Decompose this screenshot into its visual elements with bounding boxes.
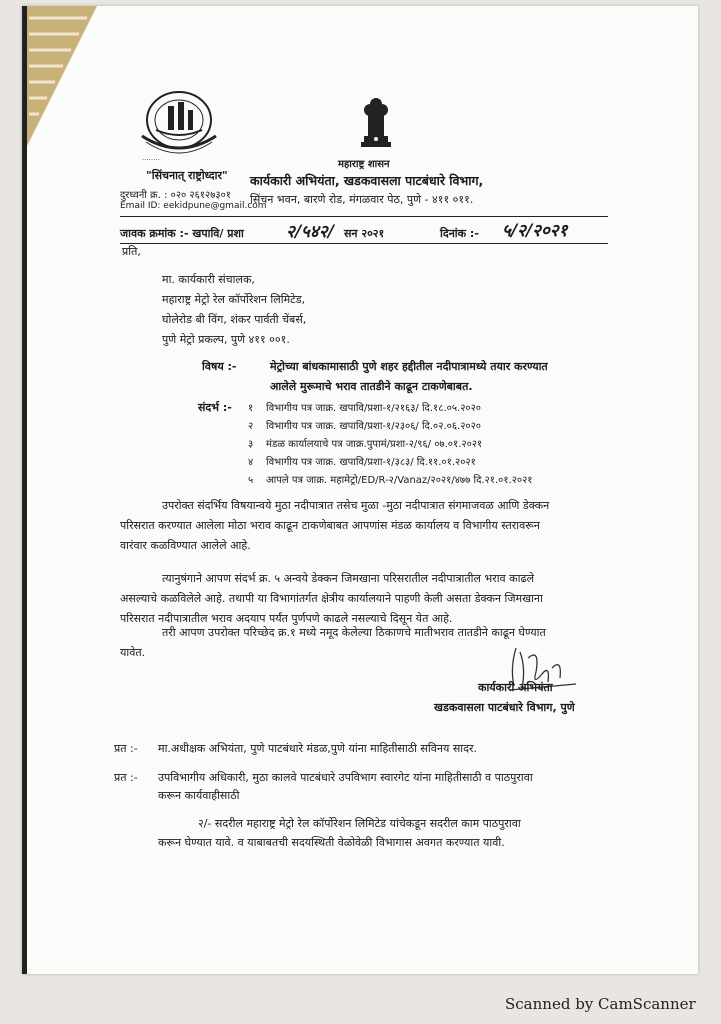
- signatory-office: खडकवासला पाटबंधारे विभाग, पुणे: [434, 701, 575, 714]
- paragraph-1: उपरोक्त संदर्भिय विषयान्वये मुठा नदीपात्रात तसेच मुळा -मुठा नदीपात्रात संगमाजवळ आणि डेक्कन परिसरात करण्यात आलेला मोठा भराव काढून टाकणेबाबत आपणांस मंडळ कार्यालय व विभागीय स्तरावरून वारंवार कळविण्यात आलेले आहे.: [120, 499, 550, 552]
- outward-number-handwritten: २/५४२/: [286, 222, 334, 242]
- copy-label: प्रत :-: [114, 742, 138, 755]
- ashoka-emblem-icon: [356, 94, 396, 154]
- closing-line: २/- सदरील महाराष्ट्र मेट्रो रेल कॉर्पोरेशन लिमिटेड यांचेकडून सदरील काम पाठपुरावा: [198, 817, 521, 830]
- phone-number: दुरध्वनी क्र. : ०२० २६१२७३०१: [120, 190, 232, 201]
- ref-underline: [120, 243, 608, 244]
- copy-item-2: उपविभागीय अधिकारी, मुठा कालवे पाटबंधारे उपविभाग स्वारगेट यांना माहितीसाठी व पाठपुरावा: [158, 771, 533, 784]
- recipient-line: पुणे मेट्रो प्रकल्प, पुणे ४११ ००१.: [162, 333, 290, 346]
- folded-corner: [27, 6, 97, 146]
- paragraph-3: तरी आपण उपरोक्त परिच्छेद क्र.१ मध्ये नमूद केलेल्या ठिकाणचे मातीभराव तातडीने काढून घेण्यात यावेत.: [120, 626, 546, 659]
- copy-item-1: मा.अधीक्षक अभियंता, पुणे पाटबंधारे मंडळ,पुणे यांना माहितीसाठी सविनय सादर.: [158, 742, 477, 755]
- recipient-line: महाराष्ट्र मेट्रो रेल कॉर्पोरेशन लिमिटेड,: [162, 293, 306, 306]
- subject-line: आलेले मुरूमाचे भराव तातडीने काढून टाकणेबाबत.: [270, 380, 473, 393]
- office-address: सिंचन भवन, बारणे रोड, मंगळवार पेठ, पुणे - ४११ ०११.: [250, 193, 474, 206]
- irrigation-department-seal-icon: [134, 86, 224, 158]
- department-motto: "सिंचनात् राष्ट्रोध्दार": [146, 169, 228, 182]
- prati-label: प्रति,: [122, 245, 141, 258]
- copy-label: प्रत :-: [114, 771, 138, 784]
- scanner-watermark: Scanned by CamScanner: [505, 995, 696, 1013]
- government-title: महाराष्ट्र शासन: [338, 159, 390, 170]
- closing-line: करून घेण्यात यावे. व याबाबतची सदयस्थिती वेळोवेळी विभागास अवगत करण्यात यावी.: [158, 836, 505, 849]
- paragraph-2: त्यानुषंगाने आपण संदर्भ क्र. ५ अन्वये डेक्कन जिमखाना परिसरातील नदीपात्रातील भराव काढले असल्याचे कळविलेले आहे. तथापी या विभागांतर्गत क्षेत्रीय कार्यालयाने पाहणी केली असता डेक्कन जिमखाना परिसरात नदीपात्रातील भराव अदयाप पर्यंत पुर्णपणे काढले नसल्याचे दिसून येत आहे.: [120, 572, 543, 625]
- signatory-title: कार्यकारी अभियंता: [478, 681, 553, 694]
- header-divider: [120, 216, 608, 217]
- letter-page: ........ "सिंचनात् राष्ट्रोध्दार" दुरध्वनी क्र. : ०२० २६१२७३०१ Email ID: eekidpune@gmail.com महाराष्ट्र शासन कार्यकारी अभियंता, खडकवासला पाटबंधारे विभाग, सिंचन भवन, बारणे रोड, मंगळवार पेठ, पुणे - ४११ ०११. जावक क्रमांक :- खपावि/ प्रशा २/५४२/ सन २०२१ दिनांक :- ५/२/२०२१ प्रति, मा. कार्यकारी संचालक, महाराष्ट्र मेट्रो रेल कॉर्पोरेशन लिमिटेड, घोलेरोड बी विंग, शंकर पार्वती चेंबर्स, पुणे मेट्रो प्रकल्प, पुणे ४११ ००१. विषय :- मेट्रोच्या बांधकामासाठी पुणे शहर हद्दीतील नदीपात्रामध्ये तयार करण्यात आलेले मुरूमाचे भराव तातडीने काढून टाकणेबाबत. संदर्भ :- १ विभागीय पत्र जाक्र. खपावि/प्रशा-१/२१६३/ दि.१८.०५.२०२० २ विभागीय पत्र जाक्र. खपावि/प्रशा-१/२३०६/ दि.०२.०६.२०२० ३ मंडळ कार्यालयाचे पत्र जाक्र.पुपामं/प्रशा-२/९६/ ०७.०१.२०२१ ४ विभागीय पत्र जाक्र. खपावि/प्रशा-१/३८३/ दि.११.०१.२०२१ ५ आपले पत्र जाक्र. महामेट्रो/ED/R-२/Vanaz/२०२१/४७७ दि.२१.०१.२०२१ उपरोक्त संदर्भिय विषयान्वये मुठा नदीपात्रात तसेच मुळा -मुठा नदीपात्रात संगमाजवळ आणि डेक्कन परिसरात करण्यात आलेला मोठा भराव काढून टाकणेबाबत आपणांस मंडळ कार्यालय व विभागीय स्तरावरून वारंवार कळविण्यात आलेले आहे. त्यानुषंगाने आपण संदर्भ क्र. ५ अन्वये डेक्कन जिमखाना परिसरातील नदीपात्रातील भराव काढले असल्याचे कळविलेले आहे. तथापी या विभागांतर्गत क्षेत्रीय कार्यालयाने पाहणी केली असता डेक्कन जिमखाना परिसरात नदीपात्रातील भराव अदयाप पर्यंत पुर्णपणे काढले नसल्याचे दिसून येत आहे. तरी आपण उपरोक्त परिच्छेद क्र.१ मध्ये नमूद केलेल्या ठिकाणचे मातीभराव तातडीने काढून घेण्यात यावेत. कार्यकारी अभियंता खडकवासला पाटबंधारे विभाग, पुणे प्रत :- मा.अधीक्षक अभियंता, पुणे पाटबंधारे मंडळ,पुणे यांना माहितीसाठी सविनय सादर. प्रत :- उपविभागीय अधिकारी, मुठा कालवे पाटबंधारे उपविभाग स्वारगेट यांना माहितीसाठी व पाठपुरावा करून कार्यवाहीसाठी २/- सदरील महाराष्ट्र मेट्रो रेल कॉर्पोरेशन लिमिटेड यांचेकडून सदरील काम पाठपुरावा करून घेण्यात यावे. व याबाबतची सदयस्थिती वेळोवेळी विभागास अवगत करण्यात यावी.: [22, 6, 698, 974]
- subject-label: विषय :-: [202, 360, 237, 373]
- copy-item-2-continued: करून कार्यवाहीसाठी: [158, 789, 240, 802]
- date-label: दिनांक :-: [440, 227, 479, 240]
- office-title: कार्यकारी अभियंता, खडकवासला पाटबंधारे विभाग,: [250, 173, 484, 188]
- outward-year: सन २०२१: [344, 227, 385, 240]
- page-binding-edge: [22, 6, 27, 974]
- references-label: संदर्भ :-: [198, 401, 232, 414]
- date-handwritten: ५/२/२०२१: [502, 221, 568, 241]
- subject-line: मेट्रोच्या बांधकामासाठी पुणे शहर हद्दीतील नदीपात्रामध्ये तयार करण्यात: [270, 360, 548, 373]
- email-address: Email ID: eekidpune@gmail.com: [120, 201, 267, 211]
- seal-caption: ........: [142, 154, 160, 162]
- recipient-line: घोलेरोड बी विंग, शंकर पार्वती चेंबर्स,: [162, 313, 307, 326]
- recipient-line: मा. कार्यकारी संचालक,: [162, 273, 255, 286]
- outward-number-label: जावक क्रमांक :- खपावि/ प्रशा: [120, 227, 244, 240]
